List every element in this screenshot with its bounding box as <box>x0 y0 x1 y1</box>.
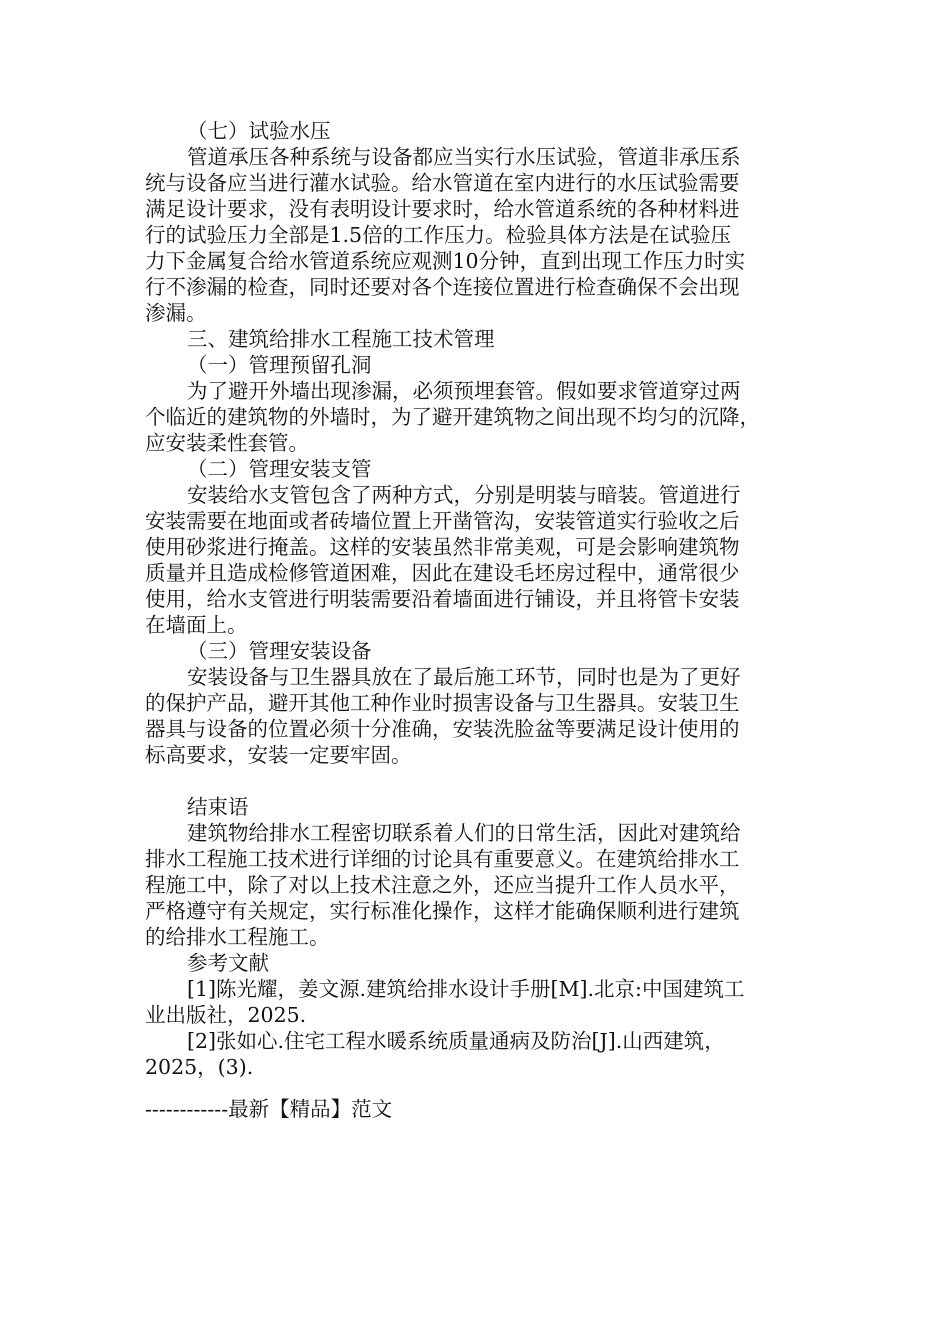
section-heading <box>145 326 805 352</box>
paragraph <box>145 820 805 950</box>
paragraph-line: 器具与设备的位置必须十分准确，安装洗脸盆等要满足设计使用的 <box>145 717 740 741</box>
paragraph-line: 力下金属复合给水管道系统应观测10分钟，直到出现工作压力时实 <box>145 249 746 273</box>
paragraph <box>145 1028 805 1080</box>
paragraph-line: 安装设备与卫生器具放在了最后施工环节，同时也是为了更好 <box>187 665 741 689</box>
footer-text: ------------最新【精品】范文 <box>145 1097 393 1121</box>
section-heading <box>145 456 805 482</box>
paragraph-line: 的给排水工程施工。 <box>145 925 330 949</box>
paragraph-line: 2025，(3). <box>145 1055 254 1079</box>
paragraph-line: [2]张如心.住宅工程水暖系统质量通病及防治[J].山西建筑， <box>187 1029 725 1053</box>
section-heading <box>145 638 805 664</box>
paragraph <box>145 976 805 1028</box>
paragraph-line: 统与设备应当进行灌水试验。给水管道在室内进行的水压试验需要 <box>145 171 740 195</box>
paragraph-line: 程施工中，除了对以上技术注意之外，还应当提升工作人员水平， <box>145 873 740 897</box>
heading-text: （七）试验水压 <box>187 119 331 143</box>
paragraph <box>145 144 805 326</box>
paragraph-line: 行的试验压力全部是1.5倍的工作压力。检验具体方法是在试验压 <box>145 223 732 247</box>
paragraph-line: 在墙面上。 <box>145 613 248 637</box>
section-heading <box>145 794 805 820</box>
section-heading <box>145 950 805 976</box>
paragraph-line: 安装给水支管包含了两种方式，分别是明装与暗装。管道进行 <box>187 483 741 507</box>
heading-text: （三）管理安装设备 <box>187 639 372 663</box>
paragraph-line: 使用，给水支管进行明装需要沿着墙面进行铺设，并且将管卡安装 <box>145 587 740 611</box>
paragraph-line: [1]陈光耀，姜文源.建筑给排水设计手册[M].北京:中国建筑工 <box>187 977 745 1001</box>
section-heading <box>145 352 805 378</box>
heading-text: （二）管理安装支管 <box>187 457 372 481</box>
paragraph-line: 安装需要在地面或者砖墙位置上开凿管沟，安装管道实行验收之后 <box>145 509 740 533</box>
paragraph <box>145 664 805 768</box>
paragraph-line: 业出版社，2025. <box>145 1003 307 1027</box>
paragraph-line: 渗漏。 <box>145 301 207 325</box>
paragraph-line: 个临近的建筑物的外墙时，为了避开建筑物之间出现不均匀的沉降， <box>145 405 760 429</box>
paragraph-line: 的保护产品，避开其他工种作业时损害设备与卫生器具。安装卫生 <box>145 691 740 715</box>
paragraph <box>145 378 805 456</box>
paragraph-line: 严格遵守有关规定，实行标准化操作，这样才能确保顺利进行建筑 <box>145 899 740 923</box>
paragraph-line: 满足设计要求，没有表明设计要求时，给水管道系统的各种材料进 <box>145 197 740 221</box>
paragraph-line: 建筑物给排水工程密切联系着人们的日常生活，因此对建筑给 <box>187 821 741 845</box>
document-body <box>145 118 805 1080</box>
paragraph-line: 行不渗漏的检查，同时还要对各个连接位置进行检查确保不会出现 <box>145 275 740 299</box>
section-heading <box>145 118 805 144</box>
paragraph-line: 使用砂浆进行掩盖。这样的安装虽然非常美观，可是会影响建筑物 <box>145 535 740 559</box>
paragraph-line: 管道承压各种系统与设备都应当实行水压试验，管道非承压系 <box>187 145 741 169</box>
paragraph-line: 质量并且造成检修管道困难，因此在建设毛坯房过程中，通常很少 <box>145 561 740 585</box>
paragraph-line: 应安装柔性套管。 <box>145 431 309 455</box>
heading-text: 结束语 <box>187 795 249 819</box>
paragraph <box>145 482 805 638</box>
heading-text: 三、建筑给排水工程施工技术管理 <box>187 327 495 351</box>
blank-line <box>145 768 805 794</box>
heading-text: （一）管理预留孔洞 <box>187 353 372 377</box>
paragraph-line: 标高要求，安装一定要牢固。 <box>145 743 412 767</box>
heading-text: 参考文献 <box>187 951 269 975</box>
paragraph-line: 为了避开外墙出现渗漏，必须预埋套管。假如要求管道穿过两 <box>187 379 741 403</box>
paragraph-line: 排水工程施工技术进行详细的讨论具有重要意义。在建筑给排水工 <box>145 847 740 871</box>
